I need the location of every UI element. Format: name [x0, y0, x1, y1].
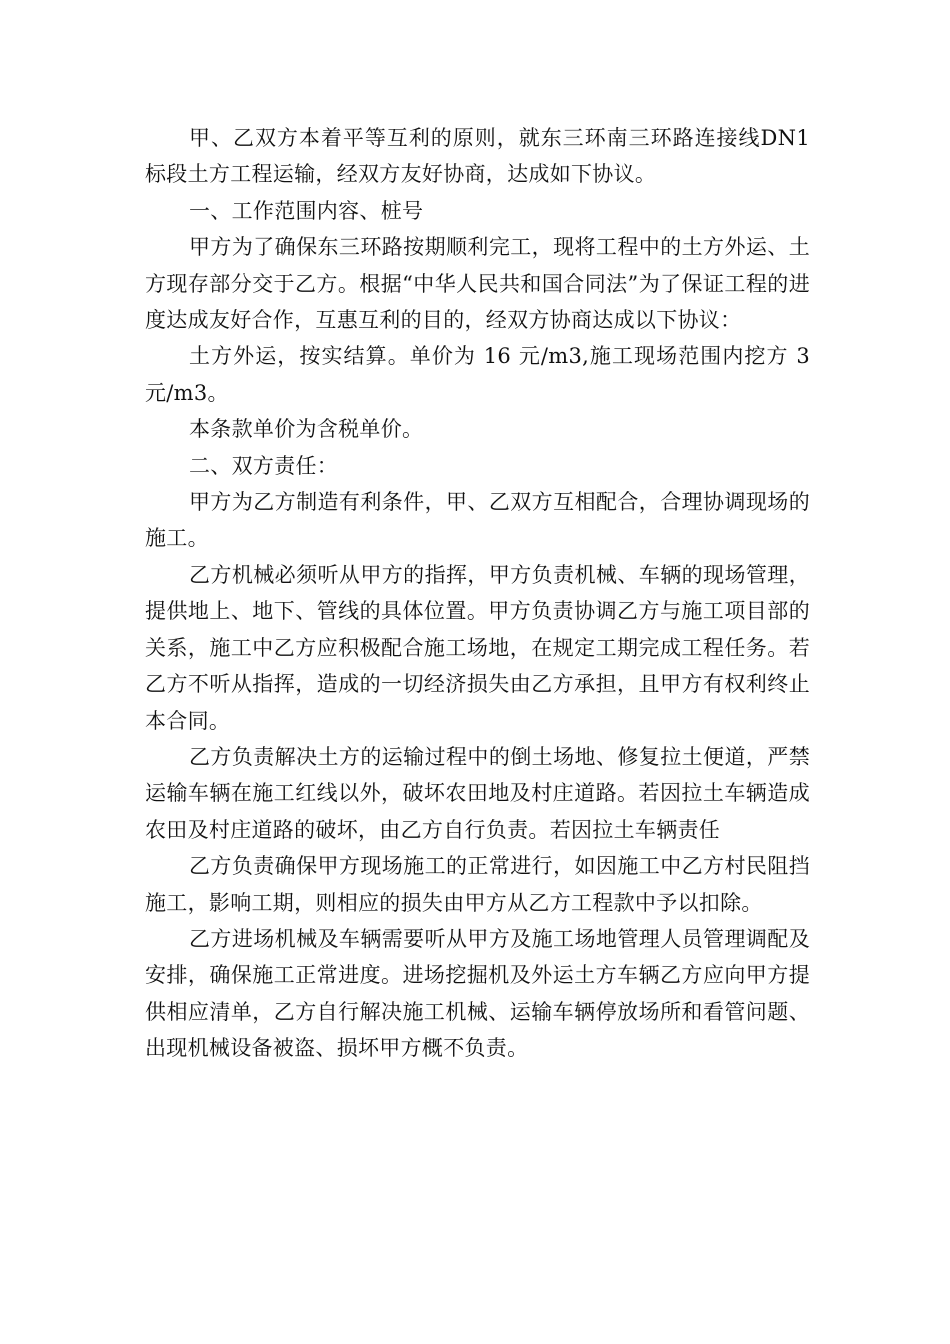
- paragraph-intro: 甲、乙双方本着平等互利的原则，就东三环南三环路连接线DN1标段土方工程运输，经双方友好协商，达成如下协议。: [145, 126, 810, 187]
- heading-responsibilities: 二、双方责任：: [189, 453, 339, 478]
- paragraph-party-a-duty: 甲方为乙方制造有利条件，甲、乙双方互相配合，合理协调现场的施工。: [145, 490, 810, 551]
- document-body: [145, 120, 810, 1067]
- paragraph-construction-assurance: 乙方负责确保甲方现场施工的正常进行，如因施工中乙方村民阻挡施工，影响工期，则相应的损失由甲方从乙方工程款中予以扣除。: [145, 854, 810, 915]
- paragraph-tax-note: 本条款单价为含税单价。: [189, 417, 424, 442]
- paragraph-machinery-command: 乙方机械必须听从甲方的指挥，甲方负责机械、车辆的现场管理，提供地上、地下、管线的具体位置。甲方负责协调乙方与施工项目部的关系，施工中乙方应积极配合施工场地，在规定工期完成工程任务。若乙方不听从指挥，造成的一切经济损失由乙方承担，且甲方有权利终止本合同。: [145, 562, 810, 733]
- paragraph-equipment-management: 乙方进场机械及车辆需要听从甲方及施工场地管理人员管理调配及安排，确保施工正常进度。进场挖掘机及外运土方车辆乙方应向甲方提供相应清单，乙方自行解决施工机械、运输车辆停放场所和看管问题、出现机械设备被盗、损坏甲方概不负责。: [145, 926, 810, 1061]
- paragraph-unit-price: 土方外运，按实结算。单价为 16 元/m3,施工现场范围内挖方 3 元/m3。: [145, 344, 810, 405]
- paragraph-transport-duty: 乙方负责解决土方的运输过程中的倒土场地、修复拉土便道，严禁运输车辆在施工红线以外，破坏农田地及村庄道路。若因拉土车辆造成农田及村庄道路的破坏，由乙方自行负责。若因拉土车辆责任: [145, 744, 810, 842]
- heading-work-scope: 一、工作范围内容、桩号: [189, 198, 424, 223]
- paragraph-work-scope: 甲方为了确保东三环路按期顺利完工，现将工程中的土方外运、土方现存部分交于乙方。根据“中华人民共和国合同法”为了保证工程的进度达成友好合作，互惠互利的目的，经双方协商达成以下协议：: [145, 235, 810, 333]
